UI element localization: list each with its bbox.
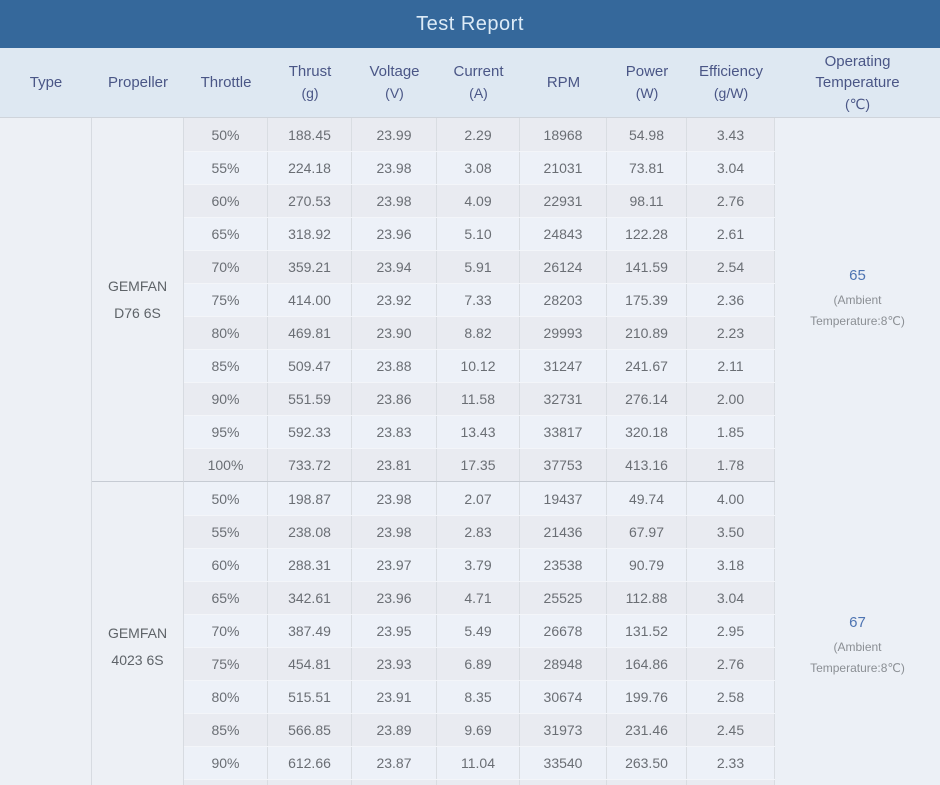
table-row [184,614,775,647]
cell-thrust: 198.87 [268,482,352,515]
cell-voltage: 23.94 [352,251,437,283]
table-row [184,118,775,151]
cell-efficiency: 2.54 [687,251,775,283]
cell-efficiency: 1.78 [687,449,775,481]
column-header-efficiency: Efficiency (g/W) [699,63,763,102]
cell-power: 131.52 [607,615,687,647]
cell-thrust: 188.45 [268,118,352,151]
cell-current: 11.58 [437,383,520,415]
cell-current: 2.29 [437,118,520,151]
table-row [184,217,775,250]
cell-power: 67.97 [607,516,687,548]
cell-voltage: 23.88 [352,350,437,382]
cell-efficiency: 2.23 [687,317,775,349]
cell-voltage: 23.83 [352,416,437,448]
table-row [184,316,775,349]
cell-current: 5.49 [437,615,520,647]
cell-efficiency: 2.33 [687,747,775,779]
cell-thrust: 612.66 [268,747,352,779]
data-rows [184,118,775,481]
cell-current: 2.83 [437,516,520,548]
table-row [184,779,775,785]
table-row [184,382,775,415]
table-row [184,713,775,746]
cell-thrust: 414.00 [268,284,352,316]
cell-throttle: 60% [184,185,268,217]
table-row [184,548,775,581]
cell-thrust: 733.72 [268,449,352,481]
cell-power: 141.59 [607,251,687,283]
cell-efficiency: 2.36 [687,284,775,316]
propeller-name-cell [92,481,184,785]
cell-current: 10.12 [437,350,520,382]
cell-voltage: 23.90 [352,317,437,349]
cell-power: 241.67 [607,350,687,382]
table-row [184,448,775,481]
cell-thrust: 342.61 [268,582,352,614]
cell-throttle: 95% [184,416,268,448]
cell-efficiency: 1.85 [687,416,775,448]
cell-throttle: 90% [184,747,268,779]
cell-rpm: 29993 [520,317,607,349]
cell-throttle: 50% [184,118,268,151]
cell-rpm: 18968 [520,118,607,151]
cell-efficiency [687,780,775,785]
cell-rpm: 33817 [520,416,607,448]
cell-voltage: 23.95 [352,615,437,647]
data-rows [184,481,775,785]
cell-efficiency: 2.76 [687,648,775,680]
cell-voltage: 23.96 [352,582,437,614]
cell-thrust: 288.31 [268,549,352,581]
cell-efficiency: 2.11 [687,350,775,382]
cell-rpm: 37753 [520,449,607,481]
column-header-power: Power (W) [625,63,669,102]
cell-voltage: 23.87 [352,747,437,779]
column-header-thrust: Thrust (g) [288,63,332,102]
cell-voltage: 23.96 [352,218,437,250]
cell-efficiency: 3.43 [687,118,775,151]
cell-throttle: 85% [184,714,268,746]
cell-throttle: 60% [184,549,268,581]
cell-current: 13.43 [437,416,520,448]
cell-thrust: 509.47 [268,350,352,382]
cell-voltage [352,780,437,785]
cell-voltage: 23.91 [352,681,437,713]
cell-throttle: 55% [184,152,268,184]
table-row [184,680,775,713]
cell-rpm: 22931 [520,185,607,217]
cell-power [607,780,687,785]
cell-rpm: 25525 [520,582,607,614]
cell-efficiency: 4.00 [687,482,775,515]
cell-efficiency: 2.00 [687,383,775,415]
cell-rpm: 33540 [520,747,607,779]
cell-efficiency: 2.58 [687,681,775,713]
temperature-value: 65 [849,267,866,284]
cell-power: 276.14 [607,383,687,415]
cell-current: 8.35 [437,681,520,713]
cell-throttle: 65% [184,582,268,614]
cell-current: 2.07 [437,482,520,515]
cell-thrust: 270.53 [268,185,352,217]
cell-rpm: 19437 [520,482,607,515]
propeller-name: GEMFAN D76 6S [107,277,168,321]
cell-rpm: 28203 [520,284,607,316]
propeller-group-1 [92,118,940,481]
cell-throttle: 80% [184,681,268,713]
cell-current: 6.89 [437,648,520,680]
cell-rpm: 31973 [520,714,607,746]
column-header-operating-temperature: Operating Temperature (℃) [815,52,900,113]
cell-efficiency: 3.18 [687,549,775,581]
cell-current: 5.10 [437,218,520,250]
cell-voltage: 23.98 [352,185,437,217]
cell-voltage: 23.92 [352,284,437,316]
cell-voltage: 23.98 [352,516,437,548]
cell-current [437,780,520,785]
cell-thrust: 469.81 [268,317,352,349]
operating-temperature-cell [775,481,940,785]
table-row [184,250,775,283]
cell-efficiency: 3.04 [687,582,775,614]
table-body [0,118,940,785]
cell-current: 11.04 [437,747,520,779]
cell-voltage: 23.99 [352,118,437,151]
cell-current: 8.82 [437,317,520,349]
cell-rpm: 32731 [520,383,607,415]
cell-power: 49.74 [607,482,687,515]
cell-thrust: 224.18 [268,152,352,184]
cell-throttle: 80% [184,317,268,349]
cell-power: 112.88 [607,582,687,614]
cell-rpm [520,780,607,785]
cell-power: 98.11 [607,185,687,217]
cell-throttle: 90% [184,383,268,415]
cell-rpm: 23538 [520,549,607,581]
cell-throttle [184,780,268,785]
column-header-type: Type [29,73,63,91]
cell-power: 413.16 [607,449,687,481]
temperature-value: 67 [849,614,866,631]
temperature-note: (Ambient Temperature:8℃) [810,640,905,675]
page-title: Test Report [416,12,524,35]
cell-current: 4.71 [437,582,520,614]
cell-thrust: 387.49 [268,615,352,647]
cell-thrust: 359.21 [268,251,352,283]
type-column-cell [0,118,92,785]
operating-temperature-cell [775,118,940,481]
column-header-propeller: Propeller [107,73,169,91]
cell-throttle: 70% [184,615,268,647]
cell-throttle: 70% [184,251,268,283]
cell-throttle: 85% [184,350,268,382]
cell-power: 199.76 [607,681,687,713]
table-row [184,283,775,316]
cell-thrust: 238.08 [268,516,352,548]
table-row [184,746,775,779]
column-header-current: Current (A) [453,63,504,102]
cell-power: 122.28 [607,218,687,250]
cell-rpm: 24843 [520,218,607,250]
cell-power: 231.46 [607,714,687,746]
column-header-voltage: Voltage (V) [369,63,420,102]
propeller-name-cell [92,118,184,481]
table-row [184,647,775,680]
cell-thrust [268,780,352,785]
cell-rpm: 26124 [520,251,607,283]
table-row [184,581,775,614]
cell-efficiency: 2.76 [687,185,775,217]
cell-thrust: 454.81 [268,648,352,680]
cell-thrust: 551.59 [268,383,352,415]
cell-power: 73.81 [607,152,687,184]
propeller-name: GEMFAN 4023 6S [107,625,168,668]
cell-throttle: 55% [184,516,268,548]
table-row [184,482,775,515]
cell-current: 9.69 [437,714,520,746]
cell-rpm: 21436 [520,516,607,548]
cell-voltage: 23.81 [352,449,437,481]
cell-throttle: 75% [184,648,268,680]
cell-rpm: 28948 [520,648,607,680]
cell-current: 17.35 [437,449,520,481]
table-row [184,515,775,548]
table-header-row [0,48,940,118]
cell-throttle: 100% [184,449,268,481]
cell-thrust: 318.92 [268,218,352,250]
table-main [92,118,940,785]
cell-rpm: 31247 [520,350,607,382]
column-header-throttle: Throttle [200,73,252,91]
cell-rpm: 26678 [520,615,607,647]
cell-efficiency: 2.61 [687,218,775,250]
cell-power: 263.50 [607,747,687,779]
propeller-group-2 [92,481,940,785]
cell-power: 90.79 [607,549,687,581]
cell-thrust: 566.85 [268,714,352,746]
title-bar [0,0,940,48]
cell-efficiency: 2.45 [687,714,775,746]
cell-power: 54.98 [607,118,687,151]
cell-current: 5.91 [437,251,520,283]
cell-thrust: 515.51 [268,681,352,713]
cell-efficiency: 3.04 [687,152,775,184]
table-row [184,349,775,382]
cell-current: 4.09 [437,185,520,217]
cell-throttle: 50% [184,482,268,515]
cell-power: 210.89 [607,317,687,349]
temperature-note: (Ambient Temperature:8℃) [810,293,905,328]
cell-thrust: 592.33 [268,416,352,448]
cell-throttle: 65% [184,218,268,250]
cell-current: 3.79 [437,549,520,581]
table-row [184,184,775,217]
cell-power: 175.39 [607,284,687,316]
table-row [184,151,775,184]
cell-voltage: 23.98 [352,482,437,515]
cell-voltage: 23.93 [352,648,437,680]
cell-efficiency: 3.50 [687,516,775,548]
cell-voltage: 23.98 [352,152,437,184]
cell-voltage: 23.97 [352,549,437,581]
cell-voltage: 23.86 [352,383,437,415]
cell-rpm: 21031 [520,152,607,184]
cell-current: 3.08 [437,152,520,184]
cell-throttle: 75% [184,284,268,316]
table-row [184,415,775,448]
cell-rpm: 30674 [520,681,607,713]
column-header-rpm: RPM [546,73,581,91]
cell-power: 164.86 [607,648,687,680]
cell-current: 7.33 [437,284,520,316]
cell-voltage: 23.89 [352,714,437,746]
cell-power: 320.18 [607,416,687,448]
cell-efficiency: 2.95 [687,615,775,647]
